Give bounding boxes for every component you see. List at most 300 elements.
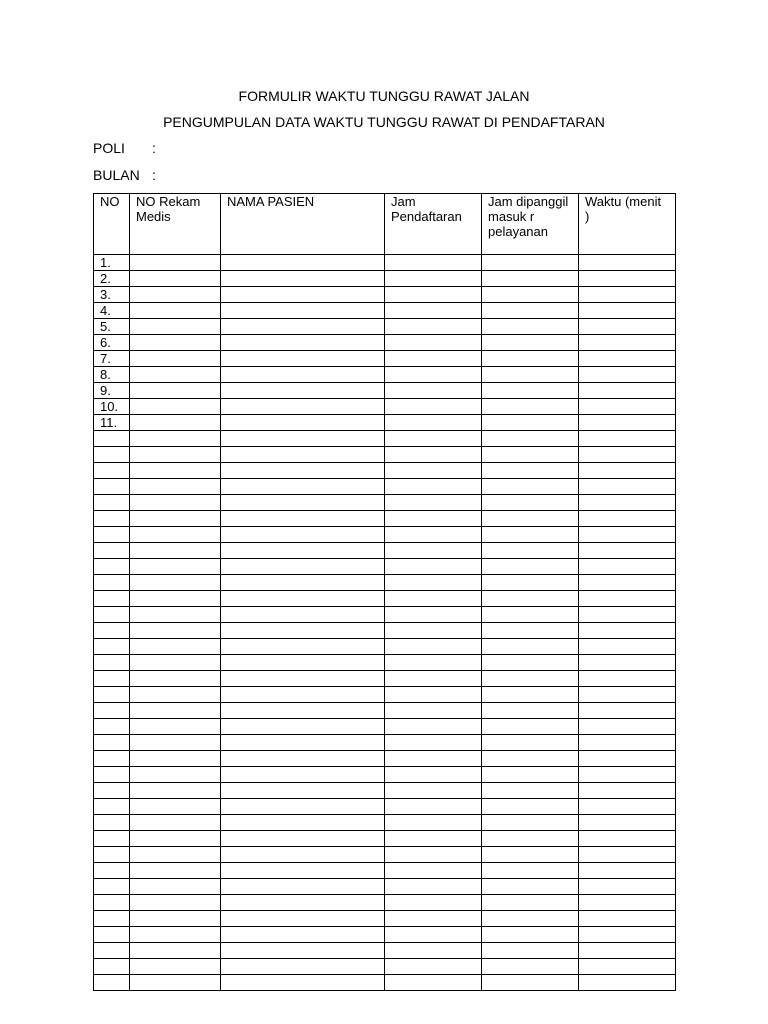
cell-no-rekam-medis [130,415,221,431]
cell-jam-dipanggil [482,431,579,447]
cell-nama-pasien [221,543,385,559]
cell-waktu-menit [579,319,676,335]
cell-nama-pasien [221,287,385,303]
cell-no [94,831,130,847]
cell-no-rekam-medis [130,799,221,815]
cell-jam-dipanggil [482,447,579,463]
cell-jam-dipanggil [482,479,579,495]
cell-jam-pendaftaran [385,287,482,303]
cell-waktu-menit [579,719,676,735]
cell-no-rekam-medis [130,671,221,687]
cell-no [94,527,130,543]
table-row [94,447,676,463]
table-row [94,735,676,751]
cell-no-rekam-medis [130,351,221,367]
table-row [94,527,676,543]
header-no-rekam-medis: NO Rekam Medis [130,194,221,255]
cell-no [94,975,130,991]
cell-no [94,559,130,575]
cell-no-rekam-medis [130,543,221,559]
cell-waktu-menit [579,271,676,287]
cell-jam-pendaftaran [385,591,482,607]
cell-waktu-menit [579,639,676,655]
cell-jam-dipanggil [482,351,579,367]
cell-jam-dipanggil [482,303,579,319]
cell-waktu-menit [579,399,676,415]
cell-jam-pendaftaran [385,751,482,767]
cell-jam-dipanggil [482,879,579,895]
cell-no [94,719,130,735]
cell-jam-pendaftaran [385,271,482,287]
form-title: FORMULIR WAKTU TUNGGU RAWAT JALAN [238,88,530,104]
cell-jam-pendaftaran [385,639,482,655]
cell-no [94,911,130,927]
table-row [94,495,676,511]
cell-no-rekam-medis [130,847,221,863]
cell-no-rekam-medis [130,735,221,751]
cell-nama-pasien [221,271,385,287]
cell-nama-pasien [221,655,385,671]
table-row [94,943,676,959]
cell-jam-pendaftaran [385,527,482,543]
cell-jam-pendaftaran [385,671,482,687]
cell-nama-pasien [221,495,385,511]
cell-jam-pendaftaran [385,431,482,447]
cell-jam-dipanggil [482,383,579,399]
cell-jam-pendaftaran [385,575,482,591]
cell-jam-dipanggil [482,831,579,847]
cell-nama-pasien [221,959,385,975]
cell-nama-pasien [221,447,385,463]
cell-jam-pendaftaran [385,879,482,895]
cell-waktu-menit [579,607,676,623]
cell-nama-pasien [221,479,385,495]
cell-jam-dipanggil [482,959,579,975]
cell-jam-dipanggil [482,687,579,703]
table-row [94,399,676,415]
cell-nama-pasien [221,911,385,927]
cell-no-rekam-medis [130,431,221,447]
table-row [94,559,676,575]
table-row [94,335,676,351]
cell-no-rekam-medis [130,511,221,527]
cell-waktu-menit [579,815,676,831]
cell-no-rekam-medis [130,335,221,351]
cell-no: 1. [94,255,130,271]
cell-no-rekam-medis [130,815,221,831]
cell-nama-pasien [221,703,385,719]
cell-no: 3. [94,287,130,303]
cell-jam-pendaftaran [385,479,482,495]
cell-no-rekam-medis [130,623,221,639]
cell-waktu-menit [579,927,676,943]
cell-no: 2. [94,271,130,287]
cell-nama-pasien [221,927,385,943]
cell-jam-pendaftaran [385,495,482,511]
cell-waktu-menit [579,303,676,319]
cell-no-rekam-medis [130,559,221,575]
cell-jam-pendaftaran [385,959,482,975]
cell-no-rekam-medis [130,383,221,399]
table-row [94,431,676,447]
cell-nama-pasien [221,895,385,911]
cell-waktu-menit [579,527,676,543]
table-row [94,271,676,287]
field-bulan [93,167,156,183]
cell-no [94,655,130,671]
header-jam-pendaftaran: Jam Pendaftaran [385,194,482,255]
cell-no-rekam-medis [130,319,221,335]
cell-nama-pasien [221,303,385,319]
cell-nama-pasien [221,511,385,527]
table-row [94,895,676,911]
cell-nama-pasien [221,687,385,703]
cell-waktu-menit [579,847,676,863]
table-row [94,815,676,831]
table-row [94,287,676,303]
cell-jam-dipanggil [482,255,579,271]
cell-jam-dipanggil [482,703,579,719]
table-row [94,351,676,367]
table-row [94,671,676,687]
cell-no [94,607,130,623]
cell-no-rekam-medis [130,879,221,895]
cell-no [94,687,130,703]
field-bulan-separator: : [152,167,156,183]
cell-waktu-menit [579,863,676,879]
table-row [94,847,676,863]
table-header-row [94,194,676,255]
table-row [94,879,676,895]
cell-nama-pasien [221,591,385,607]
table-row [94,719,676,735]
cell-nama-pasien [221,415,385,431]
cell-waktu-menit [579,655,676,671]
table-row [94,655,676,671]
table-row [94,975,676,991]
cell-nama-pasien [221,399,385,415]
cell-jam-dipanggil [482,319,579,335]
cell-nama-pasien [221,463,385,479]
cell-no [94,639,130,655]
cell-no-rekam-medis [130,495,221,511]
cell-nama-pasien [221,351,385,367]
cell-waktu-menit [579,575,676,591]
cell-jam-dipanggil [482,943,579,959]
cell-jam-pendaftaran [385,415,482,431]
cell-no [94,495,130,511]
cell-jam-dipanggil [482,591,579,607]
cell-nama-pasien [221,639,385,655]
cell-no-rekam-medis [130,703,221,719]
cell-no-rekam-medis [130,959,221,975]
table-row [94,479,676,495]
header-waktu-menit: Waktu (menit ) [579,194,676,255]
cell-nama-pasien [221,575,385,591]
cell-no-rekam-medis [130,863,221,879]
cell-nama-pasien [221,943,385,959]
cell-no-rekam-medis [130,687,221,703]
cell-no [94,959,130,975]
cell-jam-dipanggil [482,911,579,927]
cell-waktu-menit [579,287,676,303]
table-row [94,687,676,703]
cell-jam-pendaftaran [385,687,482,703]
cell-jam-pendaftaran [385,815,482,831]
cell-waktu-menit [579,687,676,703]
cell-no-rekam-medis [130,767,221,783]
cell-jam-dipanggil [482,527,579,543]
cell-no [94,623,130,639]
cell-waktu-menit [579,895,676,911]
cell-jam-dipanggil [482,847,579,863]
cell-no-rekam-medis [130,399,221,415]
cell-no-rekam-medis [130,831,221,847]
cell-no [94,943,130,959]
cell-no [94,575,130,591]
cell-no-rekam-medis [130,591,221,607]
cell-waktu-menit [579,335,676,351]
cell-jam-dipanggil [482,559,579,575]
cell-jam-dipanggil [482,287,579,303]
cell-jam-dipanggil [482,895,579,911]
cell-no-rekam-medis [130,303,221,319]
cell-jam-pendaftaran [385,895,482,911]
cell-no-rekam-medis [130,447,221,463]
cell-no [94,815,130,831]
cell-jam-pendaftaran [385,975,482,991]
cell-no-rekam-medis [130,479,221,495]
cell-nama-pasien [221,975,385,991]
cell-jam-dipanggil [482,655,579,671]
table-row [94,831,676,847]
cell-nama-pasien [221,255,385,271]
cell-waktu-menit [579,447,676,463]
table-body [94,255,676,991]
cell-nama-pasien [221,719,385,735]
cell-nama-pasien [221,431,385,447]
cell-nama-pasien [221,735,385,751]
cell-jam-dipanggil [482,575,579,591]
cell-no [94,463,130,479]
cell-no [94,431,130,447]
cell-no-rekam-medis [130,607,221,623]
cell-waktu-menit [579,559,676,575]
cell-jam-dipanggil [482,271,579,287]
cell-jam-pendaftaran [385,703,482,719]
cell-jam-pendaftaran [385,831,482,847]
table-row [94,543,676,559]
cell-waktu-menit [579,735,676,751]
cell-waktu-menit [579,415,676,431]
cell-waktu-menit [579,975,676,991]
cell-waktu-menit [579,623,676,639]
cell-jam-pendaftaran [385,719,482,735]
cell-jam-dipanggil [482,927,579,943]
cell-no-rekam-medis [130,895,221,911]
cell-no [94,863,130,879]
table-row [94,623,676,639]
cell-waktu-menit [579,783,676,799]
cell-waktu-menit [579,383,676,399]
cell-waktu-menit [579,767,676,783]
cell-nama-pasien [221,831,385,847]
cell-jam-pendaftaran [385,335,482,351]
cell-nama-pasien [221,751,385,767]
cell-no-rekam-medis [130,943,221,959]
cell-jam-dipanggil [482,415,579,431]
table-row [94,575,676,591]
cell-jam-pendaftaran [385,463,482,479]
table-row [94,319,676,335]
table-row [94,607,676,623]
cell-no-rekam-medis [130,975,221,991]
cell-no-rekam-medis [130,751,221,767]
cell-no [94,447,130,463]
cell-nama-pasien [221,527,385,543]
cell-nama-pasien [221,559,385,575]
table-row [94,751,676,767]
cell-waktu-menit [579,431,676,447]
table-row [94,927,676,943]
cell-jam-dipanggil [482,799,579,815]
cell-no [94,799,130,815]
cell-no [94,543,130,559]
cell-jam-dipanggil [482,511,579,527]
cell-waktu-menit [579,367,676,383]
cell-waktu-menit [579,463,676,479]
cell-jam-dipanggil [482,975,579,991]
cell-jam-dipanggil [482,815,579,831]
table-row [94,591,676,607]
cell-nama-pasien [221,607,385,623]
table-row [94,767,676,783]
cell-jam-dipanggil [482,607,579,623]
table-row [94,415,676,431]
cell-waktu-menit [579,799,676,815]
cell-no [94,511,130,527]
cell-no-rekam-medis [130,527,221,543]
cell-jam-pendaftaran [385,943,482,959]
cell-waktu-menit [579,703,676,719]
cell-nama-pasien [221,623,385,639]
cell-jam-pendaftaran [385,383,482,399]
cell-nama-pasien [221,783,385,799]
cell-nama-pasien [221,367,385,383]
cell-waktu-menit [579,511,676,527]
cell-nama-pasien [221,847,385,863]
cell-jam-dipanggil [482,783,579,799]
cell-nama-pasien [221,799,385,815]
cell-jam-dipanggil [482,463,579,479]
cell-no [94,879,130,895]
cell-nama-pasien [221,319,385,335]
cell-nama-pasien [221,383,385,399]
cell-jam-dipanggil [482,367,579,383]
cell-no-rekam-medis [130,255,221,271]
cell-nama-pasien [221,767,385,783]
cell-no-rekam-medis [130,783,221,799]
cell-waktu-menit [579,351,676,367]
cell-jam-pendaftaran [385,847,482,863]
table-row [94,703,676,719]
cell-no: 9. [94,383,130,399]
cell-waktu-menit [579,479,676,495]
field-bulan-label: BULAN [93,167,140,183]
cell-jam-pendaftaran [385,927,482,943]
cell-nama-pasien [221,671,385,687]
cell-jam-pendaftaran [385,735,482,751]
cell-jam-pendaftaran [385,367,482,383]
cell-jam-dipanggil [482,335,579,351]
cell-no-rekam-medis [130,655,221,671]
cell-no-rekam-medis [130,463,221,479]
cell-jam-pendaftaran [385,655,482,671]
cell-jam-dipanggil [482,399,579,415]
cell-waktu-menit [579,831,676,847]
cell-nama-pasien [221,335,385,351]
table-row [94,783,676,799]
cell-jam-dipanggil [482,623,579,639]
cell-no: 5. [94,319,130,335]
cell-no-rekam-medis [130,927,221,943]
cell-jam-pendaftaran [385,623,482,639]
cell-no [94,783,130,799]
cell-no: 8. [94,367,130,383]
cell-jam-dipanggil [482,735,579,751]
cell-jam-dipanggil [482,495,579,511]
table-row [94,303,676,319]
form-subtitle: PENGUMPULAN DATA WAKTU TUNGGU RAWAT DI PENDAFTARAN [163,114,605,130]
cell-no-rekam-medis [130,575,221,591]
header-jam-dipanggil: Jam dipanggil masuk r pelayanan [482,194,579,255]
cell-jam-dipanggil [482,543,579,559]
cell-waktu-menit [579,543,676,559]
cell-jam-dipanggil [482,719,579,735]
cell-jam-dipanggil [482,639,579,655]
table-row [94,639,676,655]
cell-no [94,751,130,767]
cell-no-rekam-medis [130,639,221,655]
cell-jam-dipanggil [482,863,579,879]
field-poli [93,140,156,156]
cell-jam-pendaftaran [385,783,482,799]
cell-no-rekam-medis [130,367,221,383]
cell-nama-pasien [221,815,385,831]
cell-waktu-menit [579,671,676,687]
cell-no [94,895,130,911]
cell-jam-pendaftaran [385,559,482,575]
cell-no-rekam-medis [130,271,221,287]
cell-jam-pendaftaran [385,543,482,559]
cell-no [94,671,130,687]
cell-no: 4. [94,303,130,319]
cell-jam-pendaftaran [385,319,482,335]
cell-no [94,927,130,943]
cell-nama-pasien [221,879,385,895]
cell-jam-dipanggil [482,671,579,687]
field-poli-separator: : [152,140,156,156]
cell-jam-pendaftaran [385,767,482,783]
cell-jam-dipanggil [482,751,579,767]
header-nama-pasien: NAMA PASIEN [221,194,385,255]
cell-no [94,735,130,751]
table-row [94,383,676,399]
cell-waktu-menit [579,591,676,607]
cell-no [94,847,130,863]
cell-waktu-menit [579,959,676,975]
cell-waktu-menit [579,911,676,927]
